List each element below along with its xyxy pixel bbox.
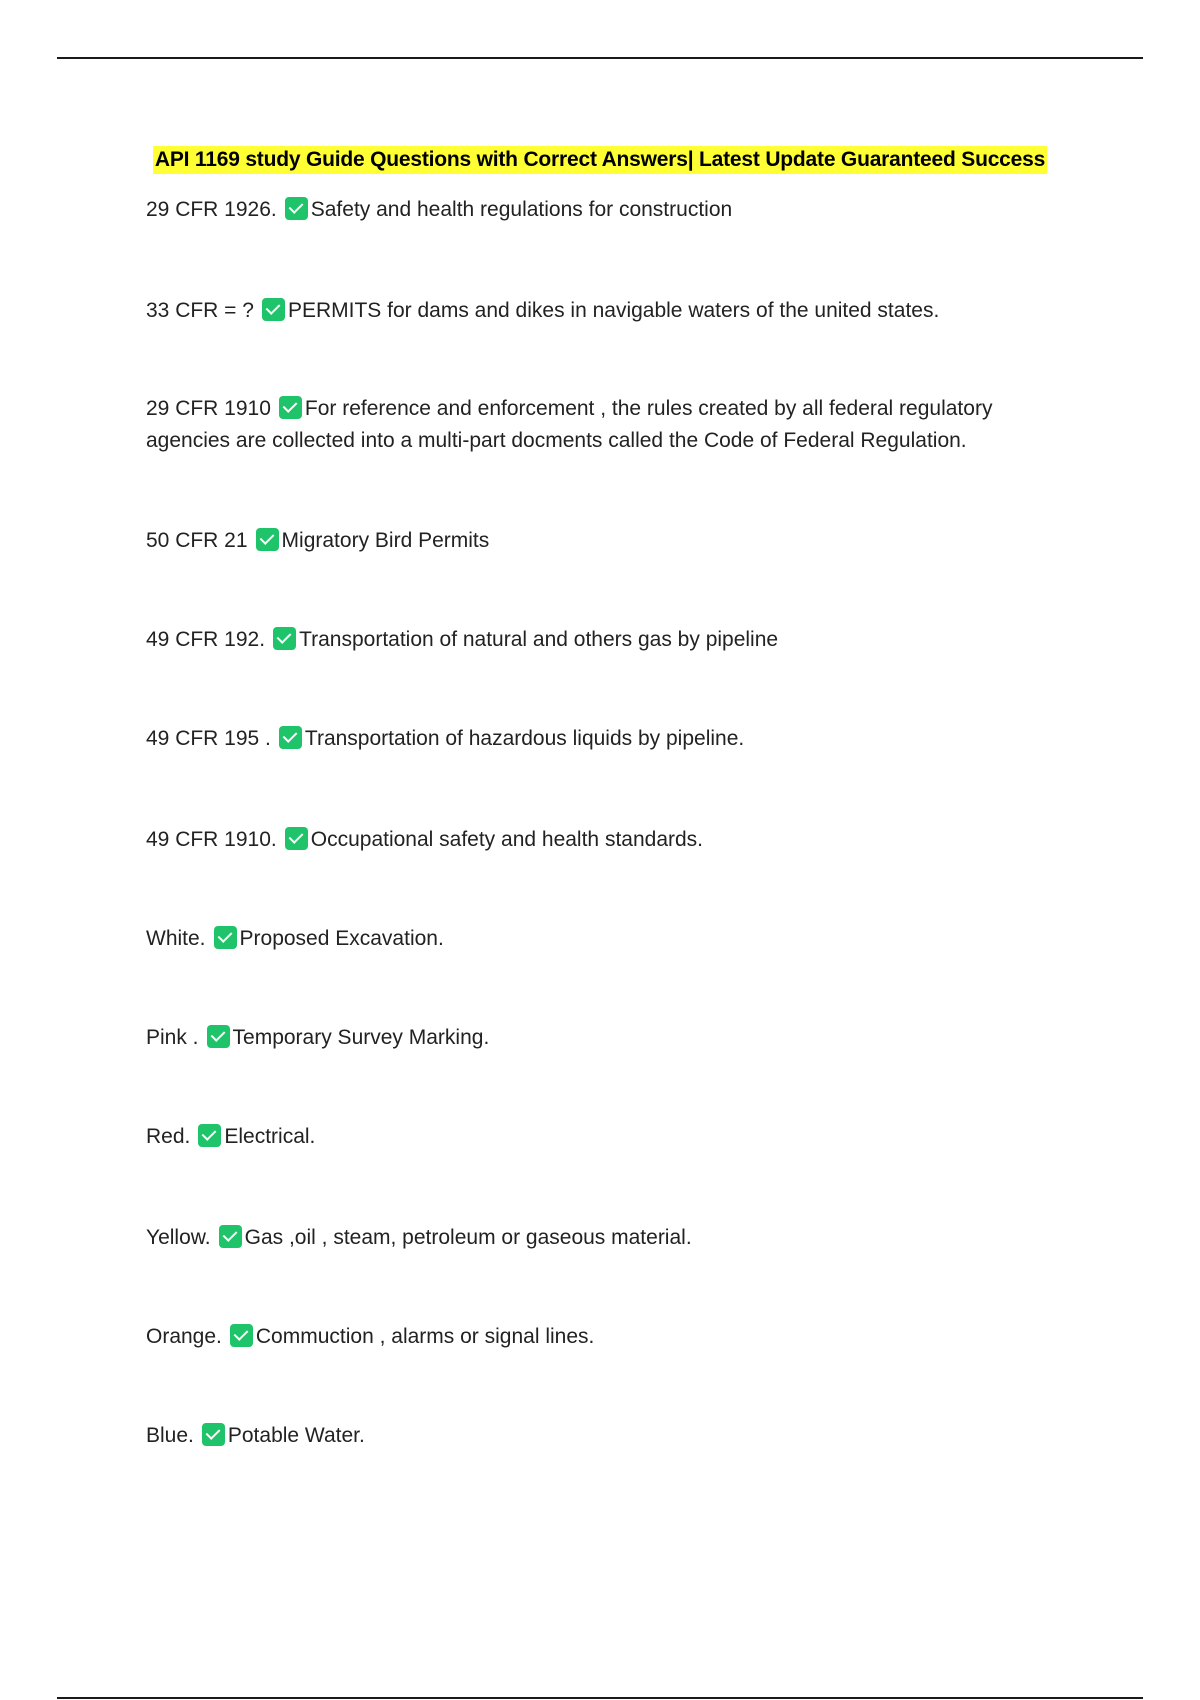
qa-item: [146, 1321, 1066, 1353]
answer-text: PERMITS for dams and dikes in navigable waters of the united states.: [287, 299, 940, 322]
answer-text: Gas ,oil , steam, petroleum or gaseous material.: [244, 1226, 692, 1249]
answer-text: Transportation of natural and others gas by pipeline: [299, 628, 779, 651]
qa-item: [146, 1121, 1066, 1153]
question-text: Orange.: [146, 1325, 222, 1348]
bottom-rule: [57, 1697, 1143, 1699]
check-icon: [219, 1225, 242, 1248]
answer-text: Potable Water.: [227, 1424, 365, 1447]
question-text: 49 CFR 192.: [146, 628, 266, 651]
top-rule: [57, 57, 1143, 59]
question-text: 49 CFR 195 .: [146, 727, 271, 750]
qa-item: [146, 723, 1066, 755]
answer-text: Occupational safety and health standards.: [310, 828, 704, 851]
check-icon: [285, 197, 308, 220]
question-text: 50 CFR 21: [146, 529, 248, 552]
check-icon: [230, 1324, 253, 1347]
qa-item: [146, 1420, 1066, 1452]
check-icon: [202, 1423, 225, 1446]
check-icon: [198, 1124, 221, 1147]
question-text: 49 CFR 1910.: [146, 828, 277, 851]
question-text: 33 CFR = ?: [146, 299, 254, 322]
question-text: 29 CFR 1926.: [146, 198, 277, 221]
check-icon: [279, 726, 302, 749]
answer-text: Temporary Survey Marking.: [232, 1026, 490, 1049]
qa-item: [146, 393, 1066, 457]
check-icon: [207, 1025, 230, 1048]
title-block: [0, 146, 1200, 174]
check-icon: [256, 528, 279, 551]
qa-item: [146, 525, 1066, 557]
answer-text: Transportation of hazardous liquids by pipeline.: [304, 727, 745, 750]
check-icon: [285, 827, 308, 850]
qa-item: [146, 1222, 1066, 1254]
check-icon: [214, 926, 237, 949]
answer-text: Proposed Excavation.: [239, 927, 444, 950]
qa-item: [146, 1022, 1066, 1054]
page-title: API 1169 study Guide Questions with Correct Answers| Latest Update Guaranteed Success: [153, 146, 1047, 174]
question-text: White.: [146, 927, 206, 950]
qa-item: [146, 824, 1066, 856]
question-text: 29 CFR 1910: [146, 397, 271, 420]
check-icon: [262, 298, 285, 321]
qa-item: [146, 923, 1066, 955]
question-text: Yellow.: [146, 1226, 211, 1249]
qa-item: [146, 295, 1066, 327]
answer-text: Commuction , alarms or signal lines.: [255, 1325, 595, 1348]
qa-item: [146, 624, 1066, 656]
question-text: Pink .: [146, 1026, 199, 1049]
question-text: Red.: [146, 1125, 191, 1148]
question-text: Blue.: [146, 1424, 194, 1447]
qa-item: [146, 194, 1066, 226]
answer-text: Electrical.: [224, 1125, 316, 1148]
check-icon: [273, 627, 296, 650]
answer-text: Safety and health regulations for construction: [310, 198, 733, 221]
answer-text: For reference and enforcement , the rules created by all federal regulatory agencies are collected into a multi-part docments called the Code of Federal Regulation.: [146, 397, 993, 452]
answer-text: Migratory Bird Permits: [281, 529, 490, 552]
check-icon: [279, 396, 302, 419]
